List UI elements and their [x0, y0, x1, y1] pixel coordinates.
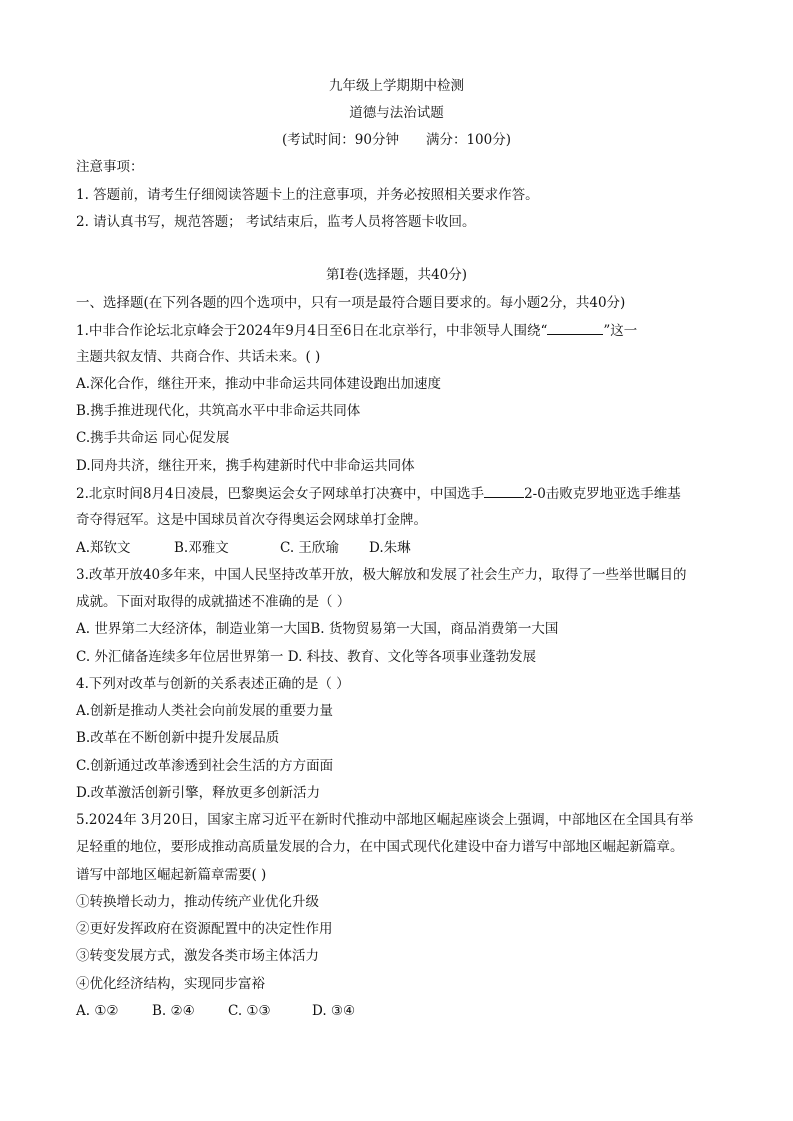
- question-5-option-d: D. ③④: [312, 1003, 356, 1019]
- question-5-option-b: B. ②④: [152, 1003, 195, 1019]
- question-4-stem: 4.下列对改革与创新的关系表述正确的是（ ）: [76, 676, 350, 692]
- section-instruction: 一、选择题(在下列各题的四个选项中，只有一项是最符合题目要求的。每小题2分，共40分): [76, 295, 626, 311]
- question-3-options-ab: A. 世界第二大经济体，制造业第一大国B. 货物贸易第一大国，商品消费第一大国: [76, 621, 559, 637]
- exam-info: (考试时间：90分钟 满分：100分): [282, 132, 511, 148]
- question-2-options: [76, 538, 736, 558]
- answer-blank: [484, 483, 524, 498]
- question-5-statement-3: ③转变发展方式，激发各类市场主体活力: [76, 948, 319, 964]
- question-2-stem-start: 2.北京时间8月4日凌晨，巴黎奥运会女子网球单打决赛中，中国选手: [76, 486, 485, 502]
- question-1-option-c: C.携手共命运 同心促发展: [76, 430, 230, 446]
- question-5-stem-cont2: 谱写中部地区崛起新篇章需要( ): [76, 867, 267, 883]
- question-2-option-d: D.朱琳: [369, 540, 411, 556]
- question-3-options-cd: C. 外汇储备连续多年位居世界第一 D. 科技、教育、文化等各项事业蓬勃发展: [76, 649, 537, 665]
- question-5-option-c: C. ①③: [228, 1003, 271, 1019]
- question-4-option-c: C.创新通过改革渗透到社会生活的方方面面: [76, 758, 334, 774]
- question-4-option-d: D.改革激活创新引擎，释放更多创新活力: [76, 785, 321, 801]
- question-3-stem-cont: 成就。下面对取得的成就描述不准确的是（ ）: [76, 594, 351, 610]
- question-2-option-c: C. 王欣瑜: [280, 540, 339, 556]
- question-5-statement-4: ④优化经济结构，实现同步富裕: [76, 976, 265, 992]
- question-5-statement-2: ②更好发挥政府在资源配置中的决定性作用: [76, 921, 333, 937]
- section-title: 第Ⅰ卷(选择题，共40分): [325, 267, 468, 283]
- question-2-option-b: B.邓雅文: [174, 540, 229, 556]
- question-1-option-b: B.携手推进现代化，共筑高水平中非命运共同体: [76, 403, 361, 419]
- question-1-stem-end: ”这一: [603, 323, 638, 339]
- notice-item: 1. 答题前，请考生仔细阅读答题卡上的注意事项，并务必按照相关要求作答。: [76, 187, 539, 203]
- question-4-option-b: B.改革在不断创新中提升发展品质: [76, 730, 280, 746]
- question-4-option-a: A.创新是推动人类社会向前发展的重要力量: [76, 703, 334, 719]
- question-1-option-d: D.同舟共济，继往开来，携手构建新时代中非命运共同体: [76, 458, 415, 474]
- answer-blank: [547, 320, 603, 335]
- question-1-option-a: A.深化合作，继往开来，推动中非命运共同体建设跑出加速度: [76, 376, 442, 392]
- question-3-stem: 3.改革开放40多年来，中国人民坚持改革开放，极大解放和发展了社会生产力，取得了一些举世瞩目的: [76, 567, 687, 583]
- notice-heading: 注意事项：: [76, 159, 144, 175]
- question-2-stem: [76, 483, 736, 504]
- question-2-stem-end: 2-0击败克罗地亚选手维基: [524, 486, 681, 502]
- notice-item: 2. 请认真书写，规范答题； 考试结束后，监考人员将答题卡收回。: [76, 214, 476, 230]
- exam-subject: 道德与法治试题: [349, 105, 444, 121]
- question-5-statement-1: ①转换增长动力，推动传统产业优化升级: [76, 894, 319, 910]
- question-1-stem-cont: 主题共叙友情、共商合作、共话未来。( ): [76, 349, 321, 365]
- question-5-stem-cont: 足轻重的地位，要形成推动高质量发展的合力，在中国式现代化建设中奋力谱写中部地区崛起新篇章。: [76, 839, 684, 855]
- question-5-options: [76, 1001, 736, 1021]
- question-2-stem-cont: 奇夺得冠军。这是中国球员首次夺得奥运会网球单打金牌。: [76, 512, 427, 528]
- question-5-option-a: A. ①②: [76, 1003, 119, 1019]
- exam-title: 九年级上学期期中检测: [329, 78, 464, 94]
- question-5-stem: 5.2024年 3月20日，国家主席习近平在新时代推动中部地区崛起座谈会上强调，中部地区在全国具有举: [76, 812, 694, 828]
- question-1-stem-start: 1.中非合作论坛北京峰会于2024年9月4日至6日在北京举行，中非领导人围绕“: [76, 323, 548, 339]
- question-1-stem: [76, 320, 736, 341]
- question-2-option-a: A.郑钦文: [76, 540, 131, 556]
